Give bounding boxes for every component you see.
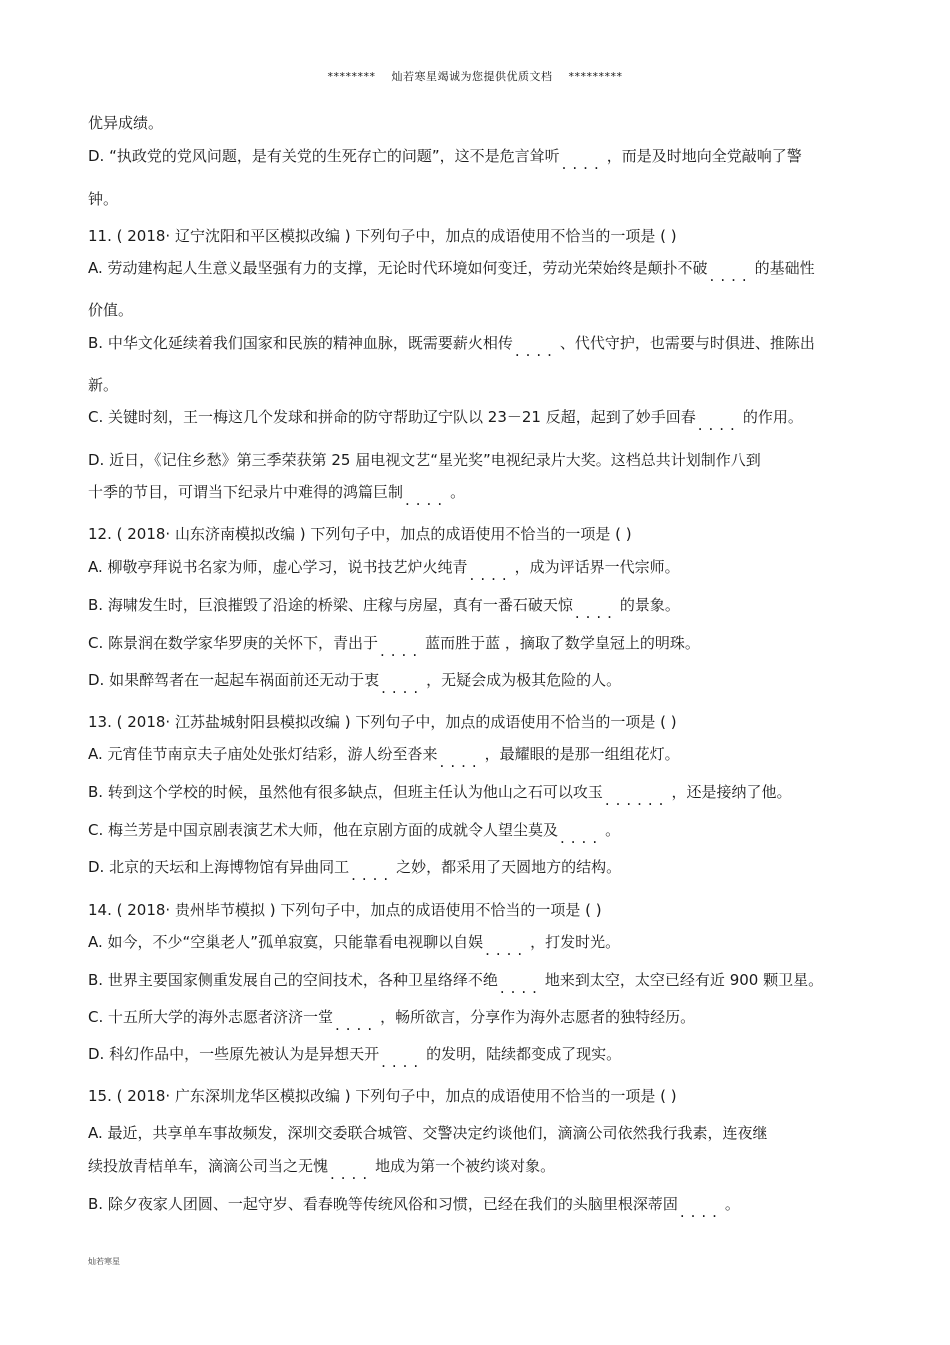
line-text-after: ，最耀眼的是那一组组花灯。	[484, 745, 680, 763]
line-text: B. 转到这个学校的时候，虽然他有很多缺点，但班主任认为他山之石可以攻玉	[88, 783, 603, 801]
line-text: 11. ( 2018· 辽宁沈阳和平区模拟改编 ) 下列句子中，加点的成语使用不恰当的一项是 ( )	[88, 227, 677, 245]
line-text: D. “执政党的党风问题，是有关党的生死存亡的问题”，这不是危言耸听	[88, 147, 560, 165]
text-line	[88, 1086, 888, 1106]
line-text-after: ，而是及时地向全党敲响了警	[606, 147, 802, 165]
line-text: D. 北京的天坛和上海博物馆有异曲同工	[88, 858, 350, 876]
emphasis-dots: ....	[697, 416, 741, 434]
line-text: 钟。	[88, 190, 119, 208]
emphasis-dots: ....	[381, 679, 425, 697]
line-text: D. 近日，《记住乡愁》第三季荣获第 25 届电视文艺“星光奖”电视纪录片大奖。这档总共计划制作八到	[88, 451, 761, 469]
line-text: D. 如果醉驾者在一起起车祸面前还无动于衷	[88, 671, 380, 689]
emphasis-dots: ......	[604, 791, 670, 809]
line-text-after: 的景象。	[619, 596, 680, 614]
page-header: ******** 灿若寒星竭诚为您提供优质文档 *********	[327, 70, 623, 83]
text-line	[88, 1156, 888, 1184]
text-line	[88, 226, 888, 246]
emphasis-dots: ....	[560, 829, 604, 847]
text-line	[88, 712, 888, 732]
emphasis-dots: ....	[380, 642, 424, 660]
line-text: A. 劳动建构起人生意义最坚强有力的支撑，无论时代环境如何变迁，劳动光荣始终是颠扑不破	[88, 259, 708, 277]
text-line	[88, 189, 888, 209]
emphasis-dots: ....	[469, 566, 513, 584]
line-text-after: 。	[605, 821, 621, 839]
text-line	[88, 820, 888, 848]
line-text-after: 。	[724, 1195, 740, 1213]
line-text-after: 之妙，都采用了天圆地方的结构。	[396, 858, 622, 876]
line-text: 价值。	[88, 301, 134, 319]
text-line	[88, 557, 888, 585]
line-text: A. 如今，不少“空巢老人”孤单寂寞，只能靠看电视聊以自娱	[88, 933, 484, 951]
emphasis-dots: ....	[514, 342, 558, 360]
text-line	[88, 333, 888, 361]
text-line	[88, 300, 888, 320]
emphasis-dots: ....	[679, 1203, 723, 1221]
line-text-after: ，无疑会成为极其危险的人。	[426, 671, 622, 689]
line-text-after: 。	[450, 483, 466, 501]
line-text: C. 十五所大学的海外志愿者济济一堂	[88, 1008, 334, 1026]
line-text-after: 地来到太空，太空已经有近 900 颗卫星。	[544, 971, 824, 989]
line-text: 优异成绩。	[88, 114, 164, 132]
line-text: B. 中华文化延续着我们国家和民族的精神血脉，既需要薪火相传	[88, 334, 513, 352]
text-line	[88, 407, 888, 435]
emphasis-dots: ....	[439, 753, 483, 771]
line-text-after: 的基础性	[754, 259, 815, 277]
line-text-after: 蓝而胜于蓝 ，摘取了数学皇冠上的明珠。	[425, 634, 700, 652]
line-text-after: ，打发时光。	[530, 933, 621, 951]
line-text: C. 关键时刻，王一梅这几个发球和拼命的防守帮助辽宁队以 23－21 反超，起到了妙手回春	[88, 408, 696, 426]
emphasis-dots: ....	[709, 267, 753, 285]
line-text-after: ，成为评话界一代宗师。	[514, 558, 680, 576]
line-text: B. 海啸发生时，巨浪摧毁了沿途的桥梁、庄稼与房屋，真有一番石破天惊	[88, 596, 573, 614]
text-line	[88, 450, 888, 470]
emphasis-dots: ....	[499, 979, 543, 997]
emphasis-dots: ....	[351, 866, 395, 884]
text-line	[88, 970, 888, 998]
text-line	[88, 900, 888, 920]
text-line	[88, 932, 888, 960]
text-line	[88, 113, 888, 133]
line-text: B. 除夕夜家人团圆、一起守岁、看春晚等传统风俗和习惯，已经在我们的头脑里根深蒂固	[88, 1195, 678, 1213]
line-text: 13. ( 2018· 江苏盐城射阳县模拟改编 ) 下列句子中，加点的成语使用不恰当的一项是 ( )	[88, 713, 677, 731]
line-text: C. 梅兰芳是中国京剧表演艺术大师，他在京剧方面的成就令人望尘莫及	[88, 821, 559, 839]
line-text: D. 科幻作品中，一些原先被认为是异想天开	[88, 1045, 380, 1063]
text-line	[88, 1007, 888, 1035]
line-text: 十季的节目，可谓当下纪录片中难得的鸿篇巨制	[88, 483, 404, 501]
line-text: 14. ( 2018· 贵州毕节模拟 ) 下列句子中，加点的成语使用不恰当的一项是 ( )	[88, 901, 602, 919]
text-line	[88, 595, 888, 623]
line-text: A. 最近，共享单车事故频发，深圳交委联合城管、交警决定约谈他们，滴滴公司依然我行我素，连夜继	[88, 1124, 768, 1142]
emphasis-dots: ....	[381, 1053, 425, 1071]
line-text: 新。	[88, 376, 119, 394]
page-footer: 灿若寒星	[88, 1257, 120, 1266]
text-line	[88, 857, 888, 885]
emphasis-dots: ....	[405, 491, 449, 509]
emphasis-dots: ....	[574, 604, 618, 622]
text-line	[88, 633, 888, 661]
text-line	[88, 670, 888, 698]
line-text: A. 柳敬亭拜说书名家为师，虚心学习，说书技艺炉火纯青	[88, 558, 468, 576]
emphasis-dots: ....	[335, 1016, 379, 1034]
text-line	[88, 375, 888, 395]
text-line	[88, 1123, 888, 1143]
line-text: B. 世界主要国家侧重发展自己的空间技术，各种卫星络绎不绝	[88, 971, 498, 989]
line-text: 12. ( 2018· 山东济南模拟改编 ) 下列句子中，加点的成语使用不恰当的一项是 ( )	[88, 525, 632, 543]
text-line	[88, 782, 888, 810]
emphasis-dots: ....	[330, 1165, 374, 1183]
line-text: A. 元宵佳节南京夫子庙处处张灯结彩，游人纷至沓来	[88, 745, 438, 763]
line-text: 15. ( 2018· 广东深圳龙华区模拟改编 ) 下列句子中，加点的成语使用不恰当的一项是 ( )	[88, 1087, 677, 1105]
text-line	[88, 1044, 888, 1072]
emphasis-dots: ....	[561, 155, 605, 173]
line-text-after: 的作用。	[742, 408, 803, 426]
emphasis-dots: ....	[485, 941, 529, 959]
line-text-after: ，还是接纳了他。	[671, 783, 792, 801]
line-text: 续投放青桔单车，滴滴公司当之无愧	[88, 1157, 329, 1175]
text-line	[88, 1194, 888, 1222]
line-text-after: ，畅所欲言，分享作为海外志愿者的独特经历。	[380, 1008, 696, 1026]
line-text-after: 的发明，陆续都变成了现实。	[426, 1045, 622, 1063]
text-line	[88, 146, 888, 174]
line-text: C. 陈景润在数学家华罗庚的关怀下，青出于	[88, 634, 379, 652]
line-text-after: 、代代守护，也需要与时俱进、推陈出	[559, 334, 815, 352]
text-line	[88, 524, 888, 544]
text-line	[88, 482, 888, 510]
text-line	[88, 744, 888, 772]
line-text-after: 地成为第一个被约谈对象。	[375, 1157, 556, 1175]
text-line	[88, 258, 888, 286]
